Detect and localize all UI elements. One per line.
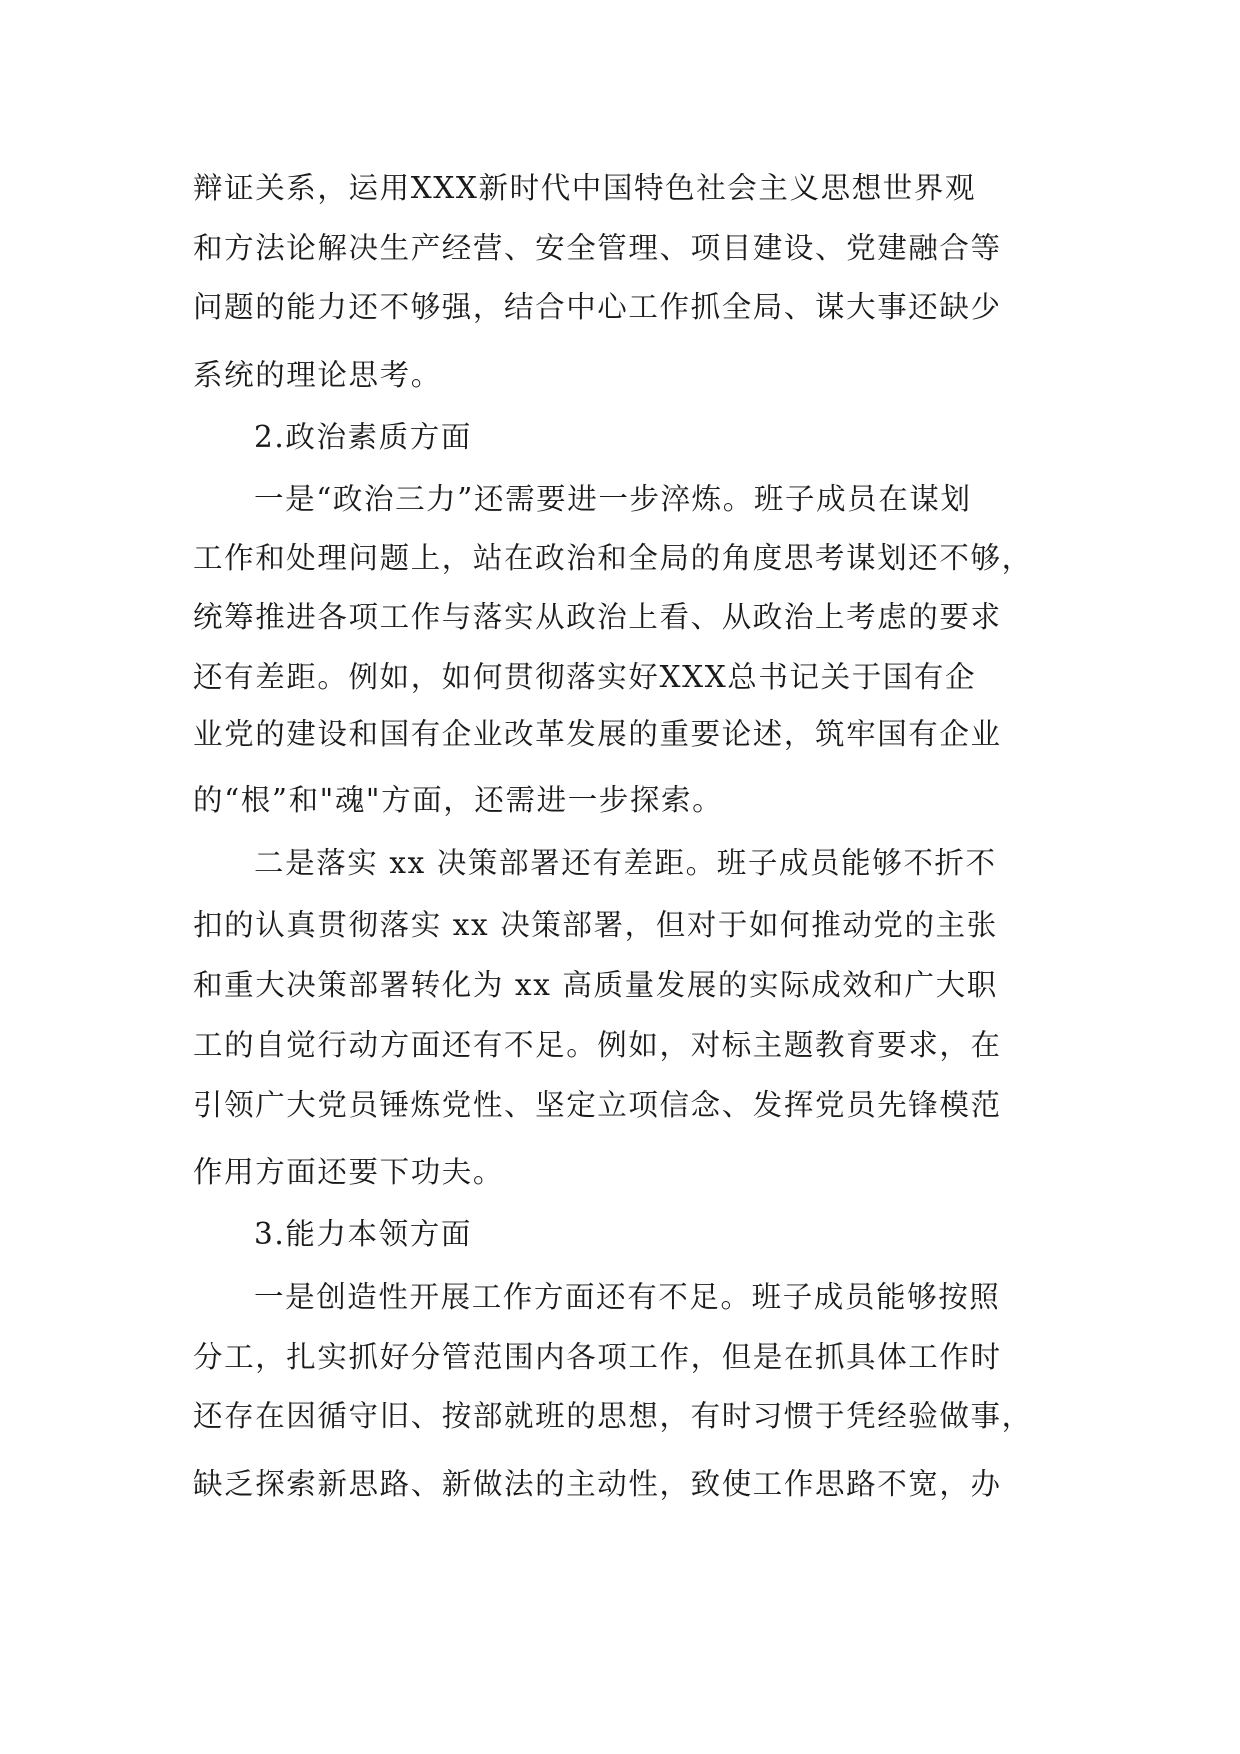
body-text-line: 辩证关系，运用XXX新时代中国特色社会主义思想世界观 bbox=[193, 171, 977, 205]
body-text-line: 系统的理论思考。 bbox=[193, 358, 442, 392]
body-text-line: 和方法论解决生产经营、安全管理、项目建设、党建融合等 bbox=[193, 231, 1002, 265]
body-text-line: 缺乏探索新思路、新做法的主动性，致使工作思路不宽，办 bbox=[193, 1467, 1002, 1501]
body-text-line: 引领广大党员锤炼党性、坚定立项信念、发挥党员先锋模范 bbox=[193, 1088, 1002, 1122]
section-heading: 3.能力本领方面 bbox=[254, 1217, 472, 1251]
body-text-line: 的“根”和"魂"方面，还需进一步探索。 bbox=[193, 783, 724, 817]
body-text-line: 分工，扎实抓好分管范围内各项工作，但是在抓具体工作时 bbox=[193, 1340, 1002, 1374]
body-text-line: 还有差距。例如，如何贯彻落实好XXX总书记关于国有企 bbox=[193, 660, 977, 694]
body-text-line: 工作和处理问题上，站在政治和全局的角度思考谋划还不够， bbox=[193, 541, 1033, 575]
body-text-line: 还存在因循守旧、按部就班的思想，有时习惯于凭经验做事， bbox=[193, 1399, 1033, 1433]
body-text-line: 统筹推进各项工作与落实从政治上看、从政治上考虑的要求 bbox=[193, 600, 1002, 634]
body-text-line: 业党的建设和国有企业改革发展的重要论述，筑牢国有企业 bbox=[193, 717, 1002, 751]
body-text-line: 问题的能力还不够强，结合中心工作抓全局、谋大事还缺少 bbox=[193, 290, 1002, 324]
body-text-line: 和重大决策部署转化为 xx 高质量发展的实际成效和广大职 bbox=[193, 968, 998, 1002]
body-text-line: 扣的认真贯彻落实 xx 决策部署，但对于如何推动党的主张 bbox=[193, 908, 998, 942]
body-text-line: 作用方面还要下功夫。 bbox=[193, 1155, 505, 1189]
section-heading: 2.政治素质方面 bbox=[254, 420, 472, 454]
body-text-line: 工的自觉行动方面还有不足。例如，对标主题教育要求，在 bbox=[193, 1028, 1002, 1062]
paragraph-first-line: 一是“政治三力”还需要进一步淬炼。班子成员在谋划 bbox=[254, 482, 972, 516]
paragraph-first-line: 一是创造性开展工作方面还有不足。班子成员能够按照 bbox=[254, 1280, 1001, 1314]
paragraph-first-line: 二是落实 xx 决策部署还有差距。班子成员能够不折不 bbox=[254, 846, 997, 880]
